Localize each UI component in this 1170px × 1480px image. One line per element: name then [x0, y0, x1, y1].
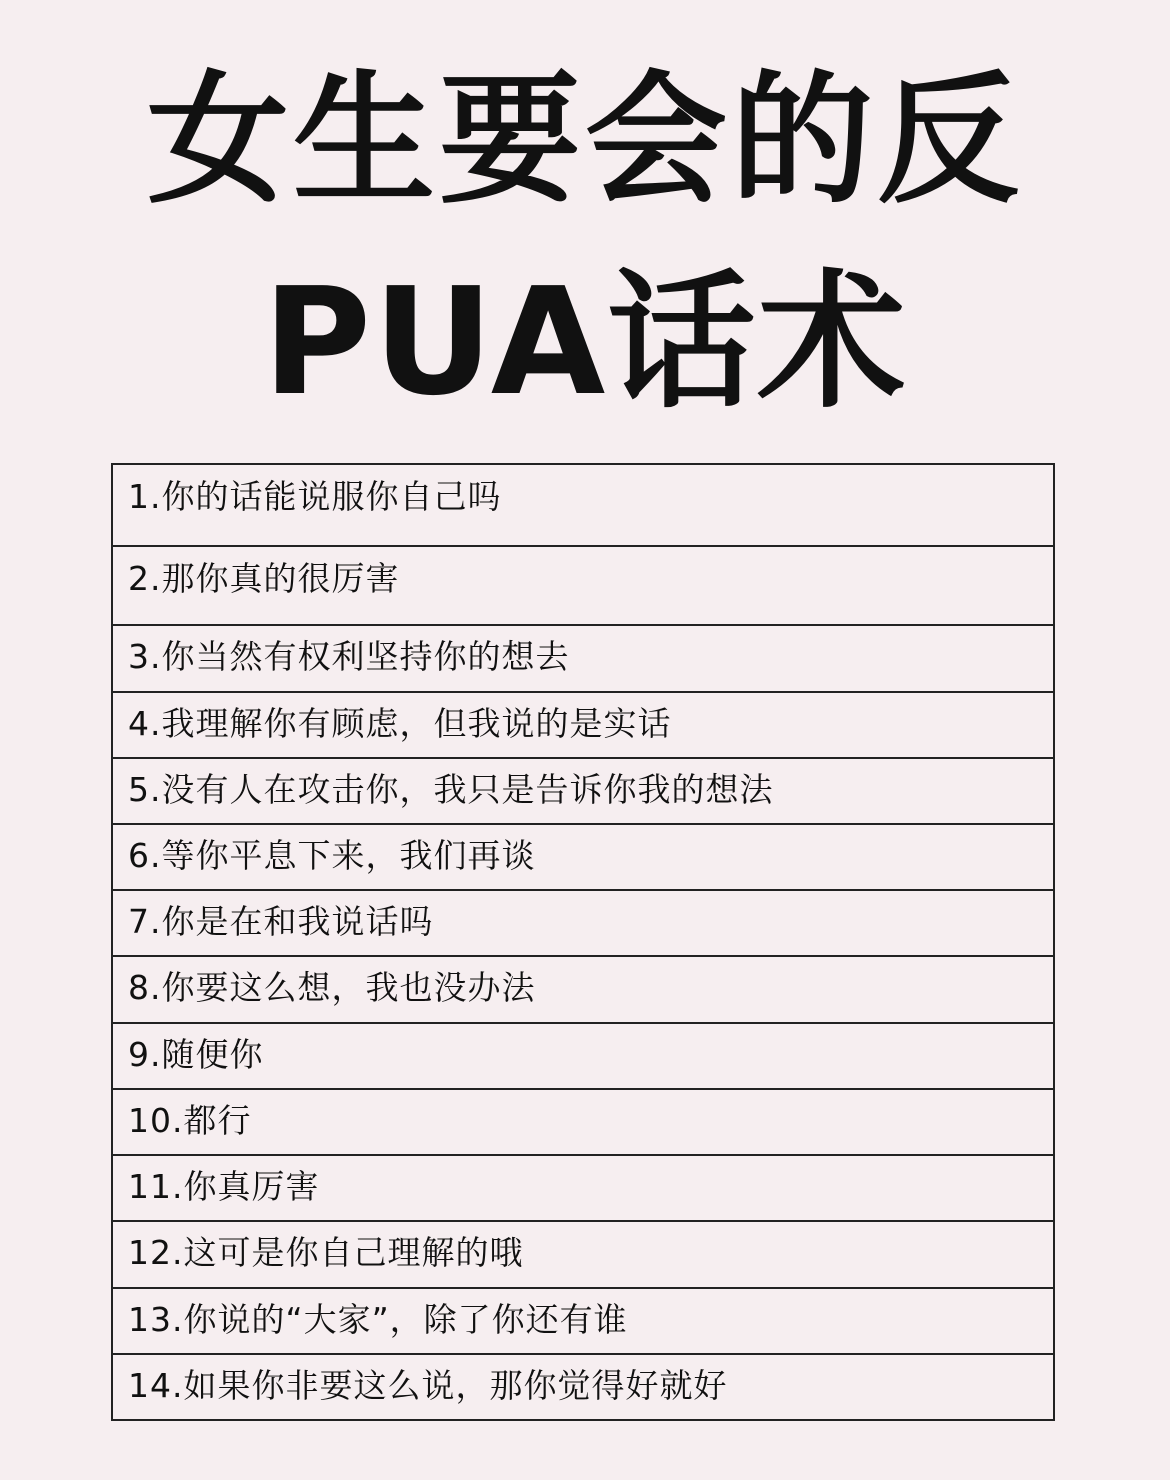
list-item: 12.这可是你自己理解的哦: [113, 1220, 1053, 1286]
list-item: 8.你要这么想，我也没办法: [113, 955, 1053, 1021]
phrase-table: [111, 463, 1055, 1421]
list-item: 7.你是在和我说话吗: [113, 889, 1053, 955]
list-item: 5.没有人在攻击你，我只是告诉你我的想法: [113, 757, 1053, 823]
list-item: 4.我理解你有顾虑，但我说的是实话: [113, 691, 1053, 757]
list-item: 13.你说的“大家”，除了你还有谁: [113, 1287, 1053, 1353]
page-title-line-2: PUA话术: [262, 256, 908, 428]
list-item: 1.你的话能说服你自己吗: [128, 477, 502, 516]
list-item: 2.那你真的很厉害: [113, 545, 1053, 625]
list-item: 6.等你平息下来，我们再谈: [113, 823, 1053, 889]
list-item: 11.你真厉害: [113, 1154, 1053, 1220]
list-item: 10.都行: [113, 1088, 1053, 1154]
list-item: 14.如果你非要这么说，那你觉得好就好: [113, 1353, 1053, 1419]
list-item: 9.随便你: [113, 1022, 1053, 1088]
list-item: 3.你当然有权利坚持你的想去: [113, 624, 1053, 690]
page-title-line-1: 女生要会的反: [147, 58, 1023, 223]
